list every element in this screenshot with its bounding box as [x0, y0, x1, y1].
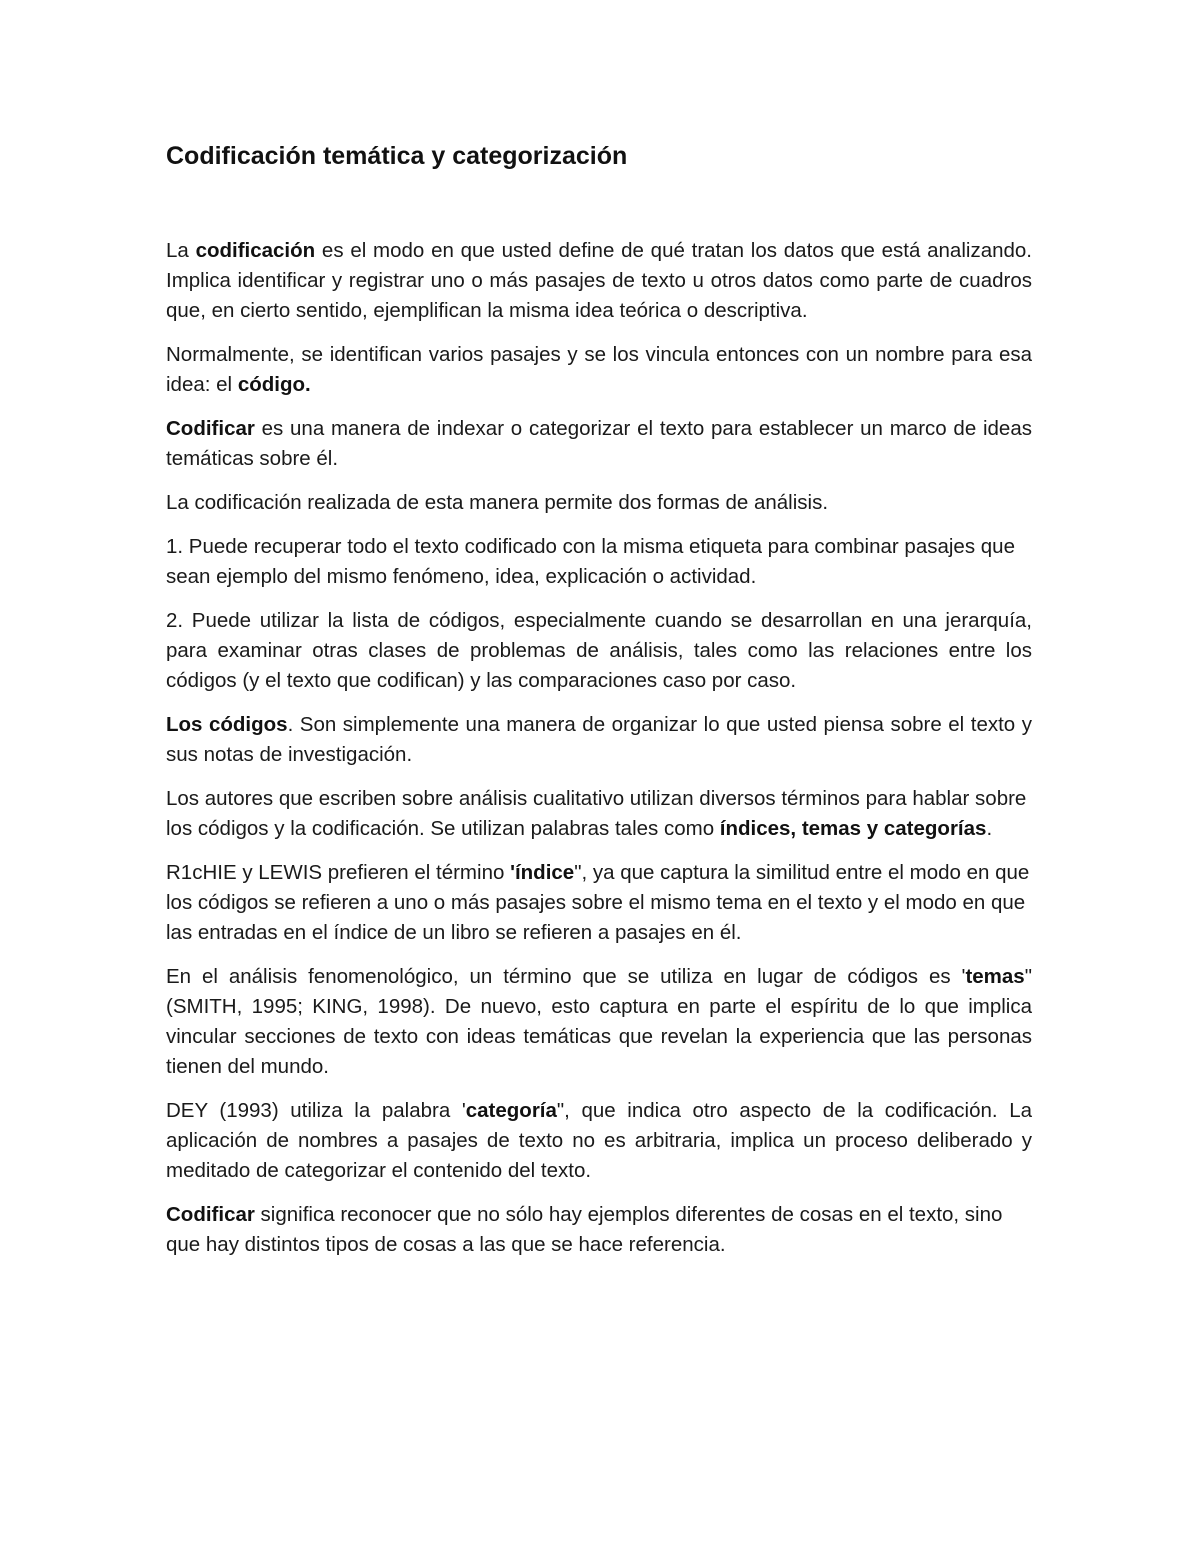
bold-term: código.: [237, 373, 311, 396]
text-segment: 2. Puede utilizar la lista de códigos, especialmente cuando se desarrollan en una jerarquía, para examinar otras clases de problemas de análisis, tales como las relaciones entre los códigos (y el texto que codifican) y las comparaciones caso por caso.: [166, 609, 1032, 692]
paragraph-p3: [166, 414, 1032, 474]
bold-term: índices, temas y categorías: [719, 817, 987, 840]
paragraph-p7: [166, 710, 1032, 770]
bold-term: Los códigos: [166, 713, 288, 736]
bold-term: Codificar: [166, 1203, 255, 1226]
document-title: Codificación temática y categorización: [166, 142, 628, 170]
bold-term: categoría: [465, 1099, 557, 1122]
paragraph-p4: [166, 488, 1032, 518]
paragraph-p9: [166, 858, 1032, 948]
text-segment: ", ya que captura la similitud entre el modo en que los códigos se refieren a uno o más pasajes sobre el mismo tema en el texto y el modo en que las entradas en el índice de un libro se refieren a pasajes en él.: [166, 861, 1030, 944]
bold-term: codificación: [195, 239, 316, 262]
text-segment: ", que indica otro aspecto de la codificación. La aplicación de nombres a pasajes de texto no es arbitraria, implica un proceso deliberado y meditado de categorizar el contenido del texto.: [166, 1099, 1032, 1182]
bold-term: temas: [965, 965, 1025, 988]
document-page: [166, 138, 1032, 1274]
text-segment: En el análisis fenomenológico, un término que se utiliza en lugar de códigos es ': [166, 965, 966, 988]
text-segment: significa reconocer que no sólo hay ejemplos diferentes de cosas en el texto, sino que hay distintos tipos de cosas a las que se hace referencia.: [166, 1203, 1003, 1256]
text-segment: La: [166, 239, 196, 262]
document-body: [166, 236, 1032, 1260]
text-segment: R1cHIE y LEWIS prefieren el término: [166, 861, 511, 884]
text-segment: Los autores que escriben sobre análisis cualitativo utilizan diversos términos para hablar sobre los códigos y la codificación. Se utilizan palabras tales como: [166, 787, 1027, 840]
paragraph-p8: [166, 784, 1032, 844]
paragraph-p10: [166, 962, 1032, 1082]
text-segment: es el modo en que usted define de qué tratan los datos que está analizando. Implica identificar y registrar uno o más pasajes de texto u otros datos como parte de cuadros que, en cierto sentido, ejemplifican la misma idea teórica o descriptiva.: [166, 239, 1032, 322]
paragraph-p5: [166, 532, 1032, 592]
text-segment: 1. Puede recuperar todo el texto codificado con la misma etiqueta para combinar pasajes que sean ejemplo del mismo fenómeno, idea, explicación o actividad.: [166, 535, 1015, 588]
bold-term: Codificar: [166, 417, 255, 440]
text-segment: DEY (1993) utiliza la palabra ': [166, 1099, 466, 1122]
text-segment: Normalmente, se identifican varios pasajes y se los vincula entonces con un nombre para esa idea: el: [166, 343, 1032, 396]
paragraph-p11: [166, 1096, 1032, 1186]
text-segment: es una manera de indexar o categorizar el texto para establecer un marco de ideas temáticas sobre él.: [166, 417, 1032, 470]
paragraph-p1: [166, 236, 1032, 326]
paragraph-p2: [166, 340, 1032, 400]
text-segment: La codificación realizada de esta manera permite dos formas de análisis.: [166, 491, 829, 514]
paragraph-p12: [166, 1200, 1032, 1260]
paragraph-p6: [166, 606, 1032, 696]
bold-term: 'índice: [510, 861, 575, 884]
text-segment: .: [986, 817, 993, 840]
text-segment: " (SMITH, 1995; KING, 1998). De nuevo, esto captura en parte el espíritu de lo que implica vincular secciones de texto con ideas temáticas que revelan la experiencia que las personas tienen del mundo.: [166, 965, 1032, 1078]
text-segment: . Son simplemente una manera de organizar lo que usted piensa sobre el texto y sus notas de investigación.: [166, 713, 1032, 766]
